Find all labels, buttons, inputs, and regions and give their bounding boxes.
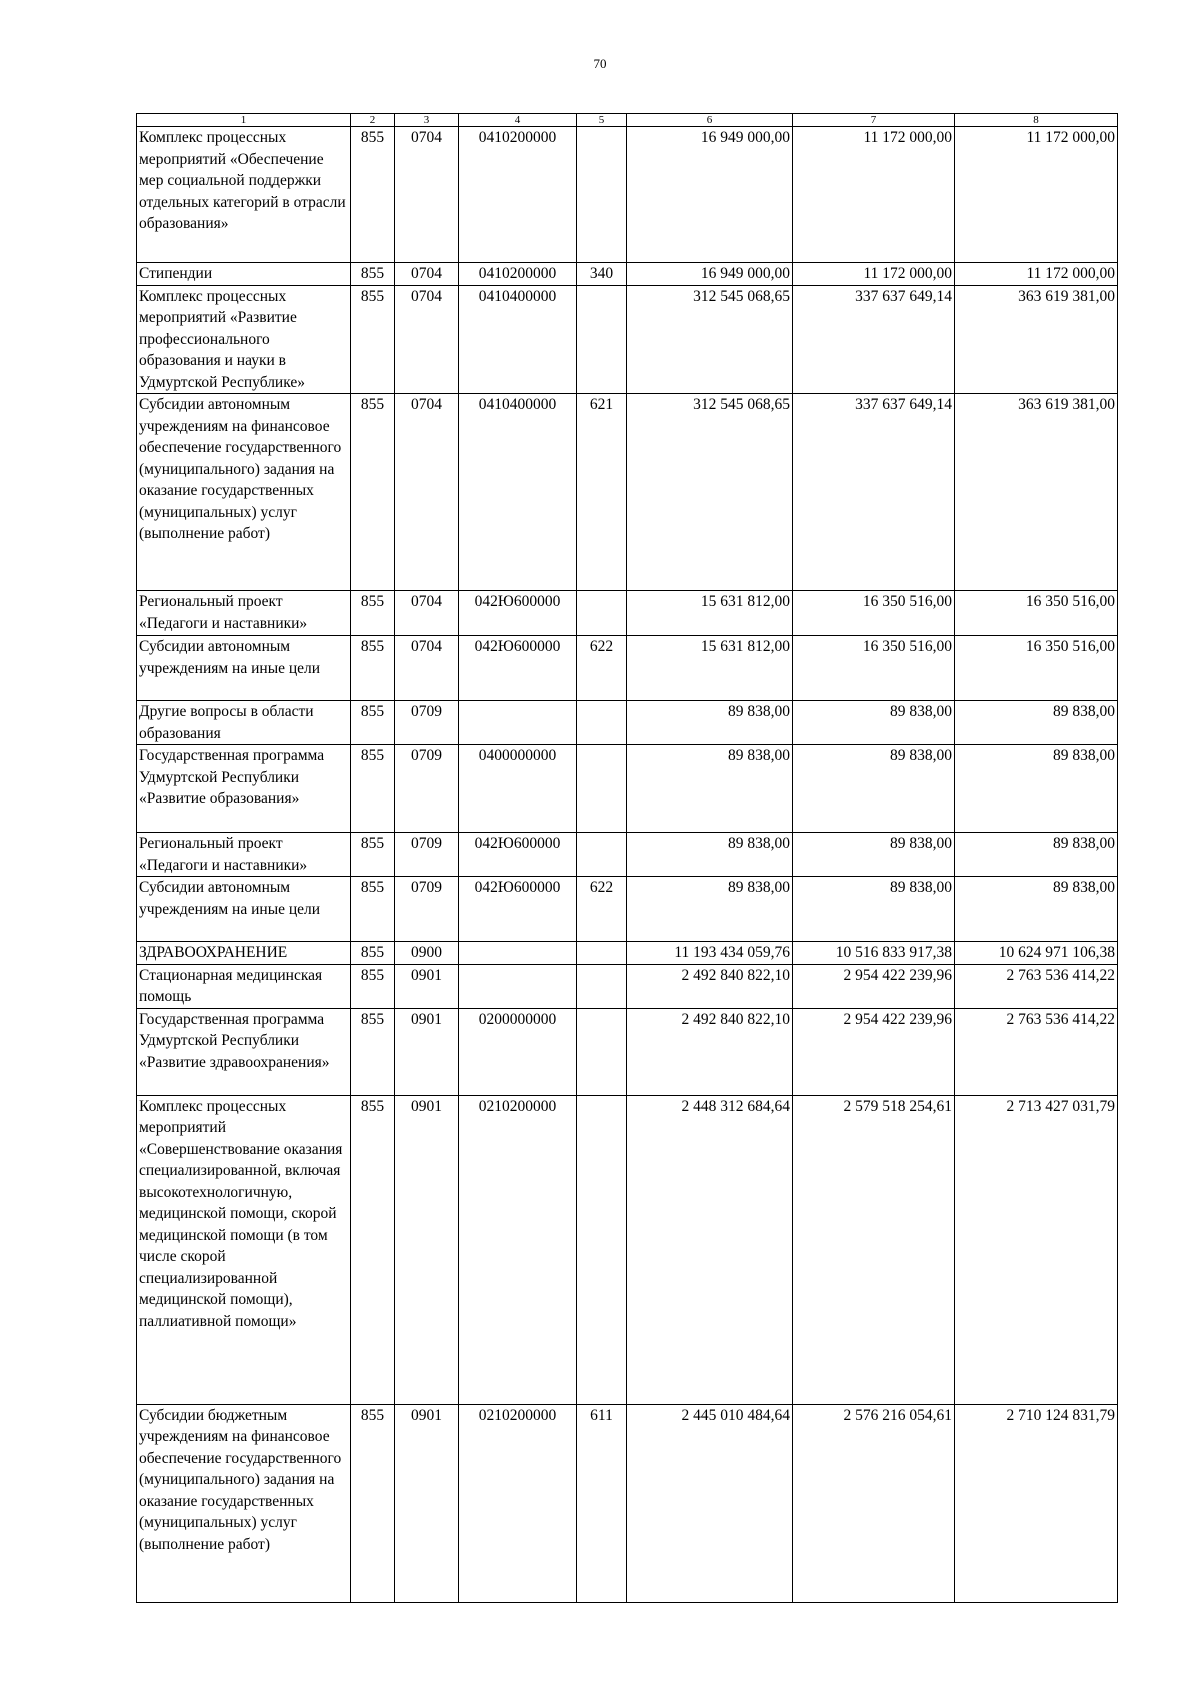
row-name: Субсидии автономным учреждениям на финансовое обеспечение государственного (муниципального) задания на оказание государственных (муниципальных) услуг (выполнение работ) <box>137 394 351 591</box>
amount-year-1: 16 949 000,00 <box>627 263 793 286</box>
row-name: Государственная программа Удмуртской Республики «Развитие образования» <box>137 745 351 833</box>
target-code: 0400000000 <box>459 745 577 833</box>
amount-year-3: 89 838,00 <box>955 833 1118 877</box>
target-code: 042Ю600000 <box>459 877 577 942</box>
expense-type-code <box>577 591 627 636</box>
section-code: 0704 <box>395 263 459 286</box>
grbs-code: 855 <box>351 1008 395 1095</box>
amount-year-2: 2 954 422 239,96 <box>793 964 955 1008</box>
amount-year-1: 2 492 840 822,10 <box>627 964 793 1008</box>
amount-year-2: 89 838,00 <box>793 877 955 942</box>
amount-year-2: 10 516 833 917,38 <box>793 942 955 965</box>
section-code: 0709 <box>395 701 459 745</box>
expense-type-code <box>577 745 627 833</box>
amount-year-1: 15 631 812,00 <box>627 636 793 701</box>
section-code: 0704 <box>395 394 459 591</box>
table-row <box>137 127 1118 263</box>
row-name: Региональный проект «Педагоги и наставники» <box>137 833 351 877</box>
expense-type-code: 611 <box>577 1404 627 1602</box>
grbs-code: 855 <box>351 1404 395 1602</box>
table-row <box>137 701 1118 745</box>
expense-type-code <box>577 833 627 877</box>
grbs-code: 855 <box>351 263 395 286</box>
amount-year-3: 89 838,00 <box>955 877 1118 942</box>
section-code: 0900 <box>395 942 459 965</box>
table-row <box>137 263 1118 286</box>
table-row <box>137 745 1118 833</box>
row-name: ЗДРАВООХРАНЕНИЕ <box>137 942 351 965</box>
amount-year-3: 2 763 536 414,22 <box>955 964 1118 1008</box>
target-code <box>459 701 577 745</box>
section-code: 0709 <box>395 745 459 833</box>
row-name: Комплекс процессных мероприятий «Развитие профессионального образования и науки в Удмуртской Республике» <box>137 285 351 394</box>
amount-year-2: 337 637 649,14 <box>793 285 955 394</box>
expense-type-code <box>577 942 627 965</box>
table-row <box>137 833 1118 877</box>
amount-year-1: 2 445 010 484,64 <box>627 1404 793 1602</box>
grbs-code: 855 <box>351 636 395 701</box>
expense-type-code <box>577 1095 627 1404</box>
amount-year-1: 312 545 068,65 <box>627 285 793 394</box>
amount-year-3: 16 350 516,00 <box>955 591 1118 636</box>
expense-type-code: 622 <box>577 877 627 942</box>
grbs-code: 855 <box>351 591 395 636</box>
amount-year-3: 10 624 971 106,38 <box>955 942 1118 965</box>
amount-year-3: 363 619 381,00 <box>955 394 1118 591</box>
table-row <box>137 877 1118 942</box>
target-code <box>459 942 577 965</box>
table-row <box>137 964 1118 1008</box>
row-name: Государственная программа Удмуртской Республики «Развитие здравоохранения» <box>137 1008 351 1095</box>
amount-year-2: 89 838,00 <box>793 833 955 877</box>
expense-type-code: 340 <box>577 263 627 286</box>
target-code: 042Ю600000 <box>459 636 577 701</box>
expense-type-code <box>577 701 627 745</box>
table-row <box>137 1404 1118 1602</box>
grbs-code: 855 <box>351 833 395 877</box>
grbs-code: 855 <box>351 745 395 833</box>
table-row <box>137 942 1118 965</box>
amount-year-3: 11 172 000,00 <box>955 127 1118 263</box>
row-name: Субсидии бюджетным учреждениям на финансовое обеспечение государственного (муниципального) задания на оказание государственных (муниципальных) услуг (выполнение работ) <box>137 1404 351 1602</box>
amount-year-2: 16 350 516,00 <box>793 591 955 636</box>
amount-year-2: 337 637 649,14 <box>793 394 955 591</box>
section-code: 0901 <box>395 1008 459 1095</box>
amount-year-1: 89 838,00 <box>627 701 793 745</box>
budget-table <box>136 113 1118 1603</box>
expense-type-code: 622 <box>577 636 627 701</box>
amount-year-3: 16 350 516,00 <box>955 636 1118 701</box>
grbs-code: 855 <box>351 285 395 394</box>
section-code: 0704 <box>395 591 459 636</box>
amount-year-1: 15 631 812,00 <box>627 591 793 636</box>
amount-year-2: 11 172 000,00 <box>793 263 955 286</box>
table-row <box>137 1008 1118 1095</box>
row-name: Стипендии <box>137 263 351 286</box>
amount-year-3: 89 838,00 <box>955 701 1118 745</box>
amount-year-1: 2 448 312 684,64 <box>627 1095 793 1404</box>
section-code: 0704 <box>395 127 459 263</box>
amount-year-3: 2 710 124 831,79 <box>955 1404 1118 1602</box>
target-code: 042Ю600000 <box>459 833 577 877</box>
grbs-code: 855 <box>351 964 395 1008</box>
page-number: 70 <box>593 56 607 71</box>
expense-type-code <box>577 127 627 263</box>
section-code: 0901 <box>395 964 459 1008</box>
expense-type-code: 621 <box>577 394 627 591</box>
amount-year-1: 11 193 434 059,76 <box>627 942 793 965</box>
target-code: 0410400000 <box>459 394 577 591</box>
target-code: 042Ю600000 <box>459 591 577 636</box>
target-code: 0410200000 <box>459 263 577 286</box>
amount-year-1: 312 545 068,65 <box>627 394 793 591</box>
amount-year-3: 2 713 427 031,79 <box>955 1095 1118 1404</box>
amount-year-3: 363 619 381,00 <box>955 285 1118 394</box>
column-number: 8 <box>955 114 1118 127</box>
amount-year-2: 2 579 518 254,61 <box>793 1095 955 1404</box>
amount-year-1: 89 838,00 <box>627 877 793 942</box>
amount-year-2: 2 954 422 239,96 <box>793 1008 955 1095</box>
row-name: Субсидии автономным учреждениям на иные цели <box>137 636 351 701</box>
target-code: 0200000000 <box>459 1008 577 1095</box>
amount-year-2: 16 350 516,00 <box>793 636 955 701</box>
amount-year-2: 2 576 216 054,61 <box>793 1404 955 1602</box>
table-row <box>137 636 1118 701</box>
column-number: 1 <box>137 114 351 127</box>
amount-year-3: 89 838,00 <box>955 745 1118 833</box>
table-row <box>137 285 1118 394</box>
amount-year-2: 11 172 000,00 <box>793 127 955 263</box>
section-code: 0709 <box>395 833 459 877</box>
amount-year-1: 16 949 000,00 <box>627 127 793 263</box>
amount-year-3: 2 763 536 414,22 <box>955 1008 1118 1095</box>
target-code: 0410200000 <box>459 127 577 263</box>
expense-type-code <box>577 964 627 1008</box>
target-code: 0210200000 <box>459 1404 577 1602</box>
table-row <box>137 1095 1118 1404</box>
amount-year-1: 89 838,00 <box>627 745 793 833</box>
target-code <box>459 964 577 1008</box>
column-number: 4 <box>459 114 577 127</box>
column-number: 7 <box>793 114 955 127</box>
column-number: 2 <box>351 114 395 127</box>
row-name: Субсидии автономным учреждениям на иные цели <box>137 877 351 942</box>
expense-type-code <box>577 285 627 394</box>
target-code: 0210200000 <box>459 1095 577 1404</box>
grbs-code: 855 <box>351 942 395 965</box>
table-row <box>137 591 1118 636</box>
row-name: Комплекс процессных мероприятий «Совершенствование оказания специализированной, включая высокотехнологичную, медицинской помощи, скорой медицинской помощи (в том числе скорой специализированной медицинской помощи), паллиативной помощи» <box>137 1095 351 1404</box>
grbs-code: 855 <box>351 1095 395 1404</box>
section-code: 0704 <box>395 285 459 394</box>
row-name: Комплекс процессных мероприятий «Обеспечение мер социальной поддержки отдельных категорий в отрасли образования» <box>137 127 351 263</box>
grbs-code: 855 <box>351 701 395 745</box>
section-code: 0901 <box>395 1095 459 1404</box>
grbs-code: 855 <box>351 127 395 263</box>
row-name: Региональный проект «Педагоги и наставники» <box>137 591 351 636</box>
grbs-code: 855 <box>351 394 395 591</box>
amount-year-3: 11 172 000,00 <box>955 263 1118 286</box>
row-name: Стационарная медицинская помощь <box>137 964 351 1008</box>
amount-year-1: 89 838,00 <box>627 833 793 877</box>
column-number: 6 <box>627 114 793 127</box>
amount-year-1: 2 492 840 822,10 <box>627 1008 793 1095</box>
column-number: 3 <box>395 114 459 127</box>
amount-year-2: 89 838,00 <box>793 745 955 833</box>
target-code: 0410400000 <box>459 285 577 394</box>
column-number: 5 <box>577 114 627 127</box>
grbs-code: 855 <box>351 877 395 942</box>
row-name: Другие вопросы в области образования <box>137 701 351 745</box>
section-code: 0709 <box>395 877 459 942</box>
amount-year-2: 89 838,00 <box>793 701 955 745</box>
section-code: 0704 <box>395 636 459 701</box>
table-row <box>137 394 1118 591</box>
column-number-row <box>137 114 1118 127</box>
expense-type-code <box>577 1008 627 1095</box>
section-code: 0901 <box>395 1404 459 1602</box>
